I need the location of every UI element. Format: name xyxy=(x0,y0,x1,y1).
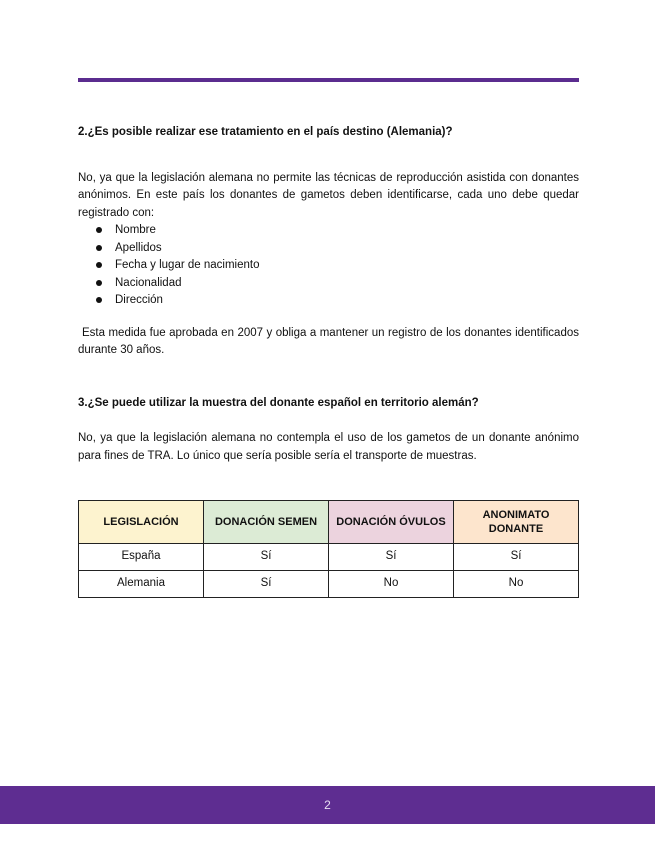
table-cell: No xyxy=(329,571,454,598)
header-legislacion: LEGISLACIÓN xyxy=(79,501,204,544)
section-2-intro: No, ya que la legislación alemana no permite las técnicas de reproducción asistida con donantes anónimos. En este país los donantes de gametos deben identificarse, cada uno debe quedar registrado con: xyxy=(78,171,579,219)
bullet-icon xyxy=(96,280,102,286)
list-item: Nacionalidad xyxy=(96,275,579,293)
table-cell: Sí xyxy=(204,544,329,571)
list-item: Dirección xyxy=(96,292,579,310)
table-row xyxy=(79,571,579,598)
section-3-heading: 3.¿Se puede utilizar la muestra del donante español en territorio alemán? xyxy=(78,396,479,409)
document-body xyxy=(78,124,579,598)
bullet-icon xyxy=(96,227,102,233)
table-cell: Alemania xyxy=(79,571,204,598)
table-cell: Sí xyxy=(329,544,454,571)
bullet-icon xyxy=(96,262,102,268)
list-item: Apellidos xyxy=(96,240,579,258)
header-donacion-semen: DONACIÓN SEMEN xyxy=(204,501,329,544)
footer-bar xyxy=(0,786,655,824)
table-row xyxy=(79,544,579,571)
table-cell: Sí xyxy=(454,544,579,571)
table-cell: España xyxy=(79,544,204,571)
section-2-heading: 2.¿Es posible realizar ese tratamiento en el país destino (Alemania)? xyxy=(78,126,453,138)
section-2-closing: Esta medida fue aprobada en 2007 y obliga a mantener un registro de los donantes identificados durante 30 años. xyxy=(78,326,579,356)
list-item: Fecha y lugar de nacimiento xyxy=(96,257,579,275)
legislation-comparison-table xyxy=(78,500,579,598)
top-divider xyxy=(78,78,579,82)
table-cell: No xyxy=(454,571,579,598)
bullet-icon xyxy=(96,245,102,251)
page-number: 2 xyxy=(324,798,331,812)
table-cell: Sí xyxy=(204,571,329,598)
table-header-row xyxy=(79,501,579,544)
section-3-body: No, ya que la legislación alemana no contempla el uso de los gametos de un donante anónimo para fines de TRA. Lo único que sería posible sería el transporte de muestras. xyxy=(78,432,579,462)
registration-requirements-list xyxy=(78,222,579,310)
header-donacion-ovulos: DONACIÓN ÓVULOS xyxy=(329,501,454,544)
bullet-icon xyxy=(96,297,102,303)
header-anonimato-donante: ANONIMATO DONANTE xyxy=(454,501,579,544)
list-item: Nombre xyxy=(96,222,579,240)
